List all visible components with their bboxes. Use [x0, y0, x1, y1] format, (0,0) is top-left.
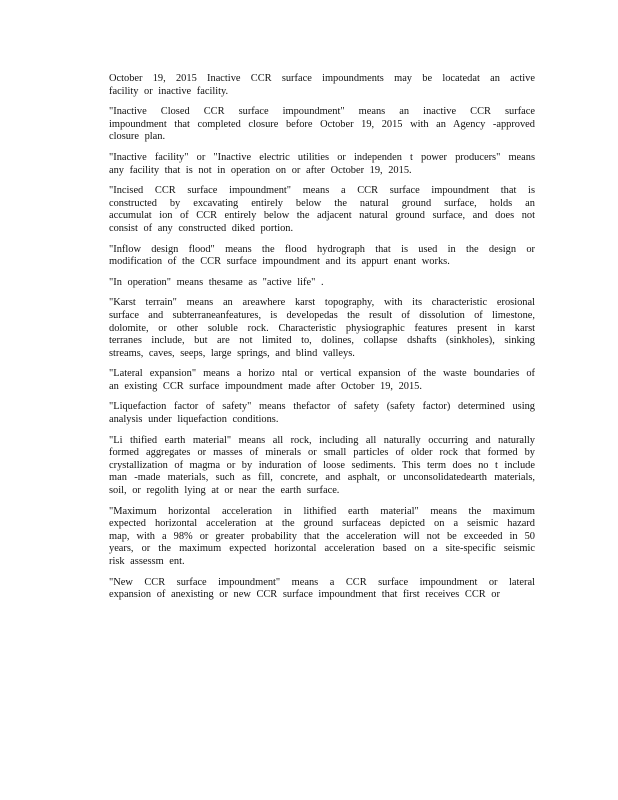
- text-line: facility or inactive facility.: [109, 85, 229, 97]
- text-line: impoundment that completed closure before October 19, 2015 with an Agency -approved: [109, 118, 535, 130]
- text-line: constructed by excavating entirely below the natural ground surface, holds an: [109, 197, 535, 209]
- definition-paragraph: [109, 73, 535, 98]
- definition-paragraph: [109, 185, 535, 235]
- text-line: "In operation" means thesame as "active life" .: [109, 276, 324, 288]
- text-line: an existing CCR surface impoundment made after October 19, 2015.: [109, 380, 422, 392]
- text-line: modification of the CCR surface impoundment and its appurt enant works.: [109, 256, 450, 268]
- text-line: expansion of anexisting or new CCR surface impoundment that first receives CCR or: [109, 589, 500, 601]
- text-line: surface and subterraneanfeatures, is developedas the result of dissolution of limestone,: [109, 309, 535, 321]
- text-line: closure plan.: [109, 131, 166, 143]
- text-line: "Lateral expansion" means a horizo ntal or vertical expansion of the waste boundaries of: [109, 368, 535, 380]
- text-line: soil, or regolith lying at or near the earth surface.: [109, 485, 340, 497]
- text-line: "Li thified earth material" means all rock, including all naturally occurring and naturally: [109, 434, 535, 446]
- definition-paragraph: [109, 277, 535, 290]
- definition-paragraph: [109, 435, 535, 498]
- text-line: map, with a 98% or greater probability that the acceleration will not be exceeded in 50: [109, 530, 535, 542]
- text-line: "Liquefaction factor of safety" means thefactor of safety (safety factor) determined using: [109, 401, 535, 413]
- text-line: streams, caves, seeps, large springs, and blind valleys.: [109, 347, 355, 359]
- definition-paragraph: [109, 152, 535, 177]
- text-line: dolomite, or other soluble rock. Characteristic physiographic features present in karst: [109, 322, 535, 334]
- text-line: October 19, 2015 Inactive CCR surface impoundments may be locatedat an active: [109, 73, 535, 84]
- text-line: "New CCR surface impoundment" means a CCR surface impoundment or lateral: [109, 576, 535, 588]
- text-line: any facility that is not in operation on or after October 19, 2015.: [109, 164, 412, 176]
- text-line: terranes include, but are not limited to, dolines, collapse dshafts (sinkholes), sinking: [109, 335, 535, 347]
- definition-paragraph: [109, 106, 535, 144]
- text-line: "Maximum horizontal acceleration in lithified earth material" means the maximum: [109, 505, 535, 517]
- definition-paragraph: [109, 506, 535, 569]
- text-line: risk assessm ent.: [109, 556, 185, 567]
- text-line: crystallization of magma or by induration of loose sediments. This term does no t include: [109, 459, 535, 471]
- definition-paragraph: [109, 401, 535, 426]
- text-line: "Incised CCR surface impoundment" means a CCR surface impoundment that is: [109, 185, 535, 197]
- definition-paragraph: [109, 368, 535, 393]
- text-line: "Inactive facility" or "Inactive electric utilities or independen t power producers" means: [109, 151, 535, 163]
- text-line: years, or the maximum expected horizontal acceleration based on a site-specific seismic: [109, 543, 535, 555]
- definition-paragraph: [109, 244, 535, 269]
- text-line: analysis under liquefaction conditions.: [109, 414, 279, 426]
- text-line: "Inflow design flood" means the flood hydrograph that is used in the design or: [109, 243, 535, 255]
- text-line: consist of any constructed diked portion.: [109, 222, 294, 234]
- definition-paragraph: [109, 577, 535, 602]
- text-line: accumulat ion of CCR entirely below the adjacent natural ground surface, and does not: [109, 210, 535, 222]
- text-line: "Karst terrain" means an areawhere karst topography, with its characteristic erosional: [109, 297, 535, 309]
- document-body: [109, 73, 535, 610]
- text-line: expected horizontal acceleration at the ground surfaceas depicted on a seismic hazard: [109, 518, 535, 530]
- text-line: formed aggregates or masses of minerals or small particles of older rock that formed by: [109, 447, 535, 459]
- text-line: man -made materials, such as fill, concrete, and asphalt, or unconsolidatedearth materials,: [109, 472, 535, 484]
- definition-paragraph: [109, 297, 535, 360]
- text-line: "Inactive Closed CCR surface impoundment" means an inactive CCR surface: [109, 106, 535, 118]
